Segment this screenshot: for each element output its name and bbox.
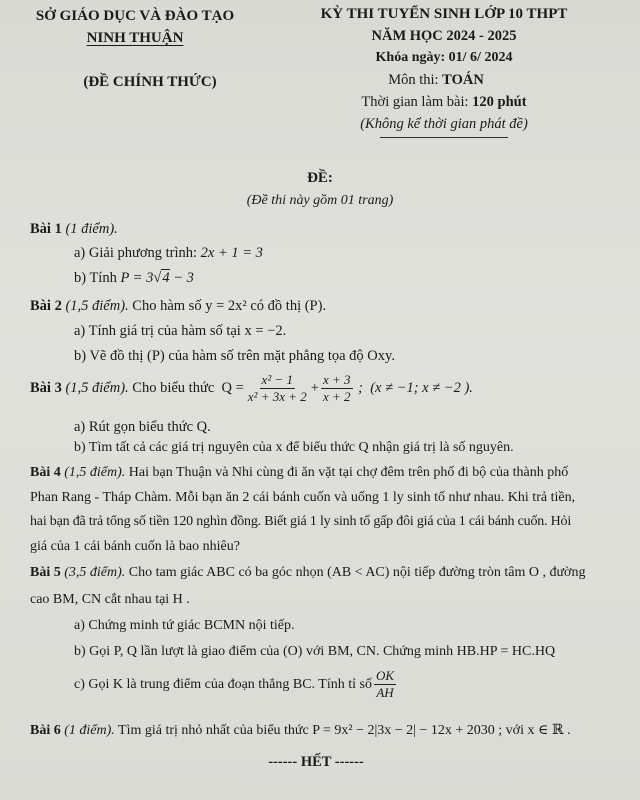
problem-1-heading [30, 221, 118, 238]
problem-6: Bài 6 (1 điểm). Tìm giá trị nhỏ nhất của biểu thức P = 9x² − 2|3x − 2| − 12x + 2030 ; với x ∈ ℝ . [30, 723, 571, 738]
duration-value: 120 phút [472, 94, 527, 110]
subject [388, 72, 484, 89]
problem-3-points: (1,5 điểm). [65, 380, 129, 396]
problem-5a: a) Chứng minh tứ giác BCMN nội tiếp. [74, 618, 295, 633]
problem-3b: b) Tìm tất cả các giá trị nguyên của x để biểu thức Q nhận giá trị là số nguyên. [74, 440, 514, 455]
problem-5c: c) Gọi K là trung điểm của đoạn thẳng BC. Tính tỉ số $\frac{OK}{AH}$ [74, 668, 395, 700]
problem-4-line3: hai bạn đã trả tổng số tiền 120 nghìn đồng. Biết giá 1 ly sinh tố gấp đôi giá của 1 cái bánh cuốn. Hỏi [30, 514, 572, 529]
end-marker: ------ HẾT ------ [268, 754, 364, 770]
problem-2-points: (1,5 điểm). [65, 298, 129, 314]
subject-label: Môn thi: [388, 72, 443, 88]
problem-5-line2: cao BM, CN cắt nhau tại H . [30, 592, 190, 607]
problem-2-heading [30, 298, 326, 315]
official-label: (ĐỀ CHÍNH THỨC) [83, 74, 217, 90]
problem-3-heading: Bài 3 (1,5 điểm). Cho biểu thức Q = $\frac{\text{x² − 1}}{\text{x² + 3x + 2}}$ + $\frac{x + 3}{x + 2}$ ; (x ≠ −1; x ≠ −2 ). [30, 372, 473, 404]
header-underline [380, 137, 508, 138]
org-line2: NINH THUẬN [86, 30, 184, 46]
radicand: 4 [162, 270, 170, 286]
problem-5b: b) Gọi P, Q lần lượt là giao điểm của (O) với BM, CN. Chứng minh HB.HP = HC.HQ [74, 644, 556, 659]
problem-1a-equation: 2x + 1 = 3 [200, 245, 263, 261]
problem-3-condition: ; (x ≠ −1; x ≠ −2 ). [354, 380, 473, 396]
fraction-1: $\frac{\text{x² − 1}}{\text{x² + 3x + 2}}$ [247, 372, 307, 404]
problem-2-label: Bài 2 [30, 298, 62, 314]
fraction-2: $\frac{x + 3}{x + 2}$ [322, 372, 351, 404]
problem-2a: a) Tính giá trị của hàm số tại x = −2. [74, 323, 287, 339]
problem-6-label: Bài 6 [30, 723, 61, 738]
problem-1a: a) Giải phương trình: 2x + 1 = 3 [74, 245, 263, 261]
problem-2b: b) Vẽ đồ thị (P) của hàm số trên mặt phẳng tọa độ Oxy. [74, 348, 395, 364]
problem-4-line2: Phan Rang - Tháp Chàm. Mỗi bạn ăn 2 cái bánh cuốn và uống 1 ly sinh tố như nhau. Khi trả tiền, [30, 490, 576, 505]
exam-date: Khóa ngày: 01/ 6/ 2024 [375, 50, 513, 65]
problem-3-intro: Cho biểu thức Q = [128, 380, 244, 396]
school-year: NĂM HỌC 2024 - 2025 [371, 28, 517, 44]
problem-4-points: (1,5 điểm). [64, 465, 126, 480]
pages-note: (Đề thi này gồm 01 trang) [246, 193, 394, 208]
problem-5-label: Bài 5 [30, 565, 61, 580]
problem-5-points: (3,5 điểm). [64, 565, 126, 580]
fraction-ok-ah: $\frac{OK}{AH}$ [375, 668, 395, 700]
problem-5-line1: Bài 5 (3,5 điểm). Cho tam giác ABC có ba góc nhọn (AB < AC) nội tiếp đường tròn tâm O , đường [30, 565, 586, 580]
problem-3a: a) Rút gọn biểu thức Q. [74, 419, 211, 435]
duration-label: Thời gian làm bài: [361, 94, 473, 110]
subject-name: TOÁN [442, 72, 484, 88]
org-line1: SỞ GIÁO DỤC VÀ ĐÀO TẠO [35, 8, 235, 24]
duration-note: (Không kể thời gian phát đề) [360, 116, 528, 132]
problem-4-line4: giá của 1 cái bánh cuốn là bao nhiêu? [30, 539, 240, 554]
exam-title: KỲ THI TUYỂN SINH LỚP 10 THPT [320, 6, 568, 22]
problem-1-points: (1 điểm). [65, 221, 118, 237]
problem-4-label: Bài 4 [30, 465, 61, 480]
problem-4-line1: Bài 4 (1,5 điểm). Hai bạn Thuận và Nhi cùng đi ăn vặt tại chợ đêm trên phố đi bộ của thành phố [30, 465, 569, 480]
problem-2-intro: Cho hàm số y = 2x² có đồ thị (P). [128, 298, 327, 314]
heading: ĐỀ: [307, 170, 333, 186]
problem-1-label: Bài 1 [30, 221, 62, 237]
problem-1b: b) Tính P = 3√4 − 3 [74, 270, 194, 286]
problem-3-label: Bài 3 [30, 380, 62, 396]
duration [361, 94, 526, 111]
problem-6-points: (1 điểm). [64, 723, 115, 738]
